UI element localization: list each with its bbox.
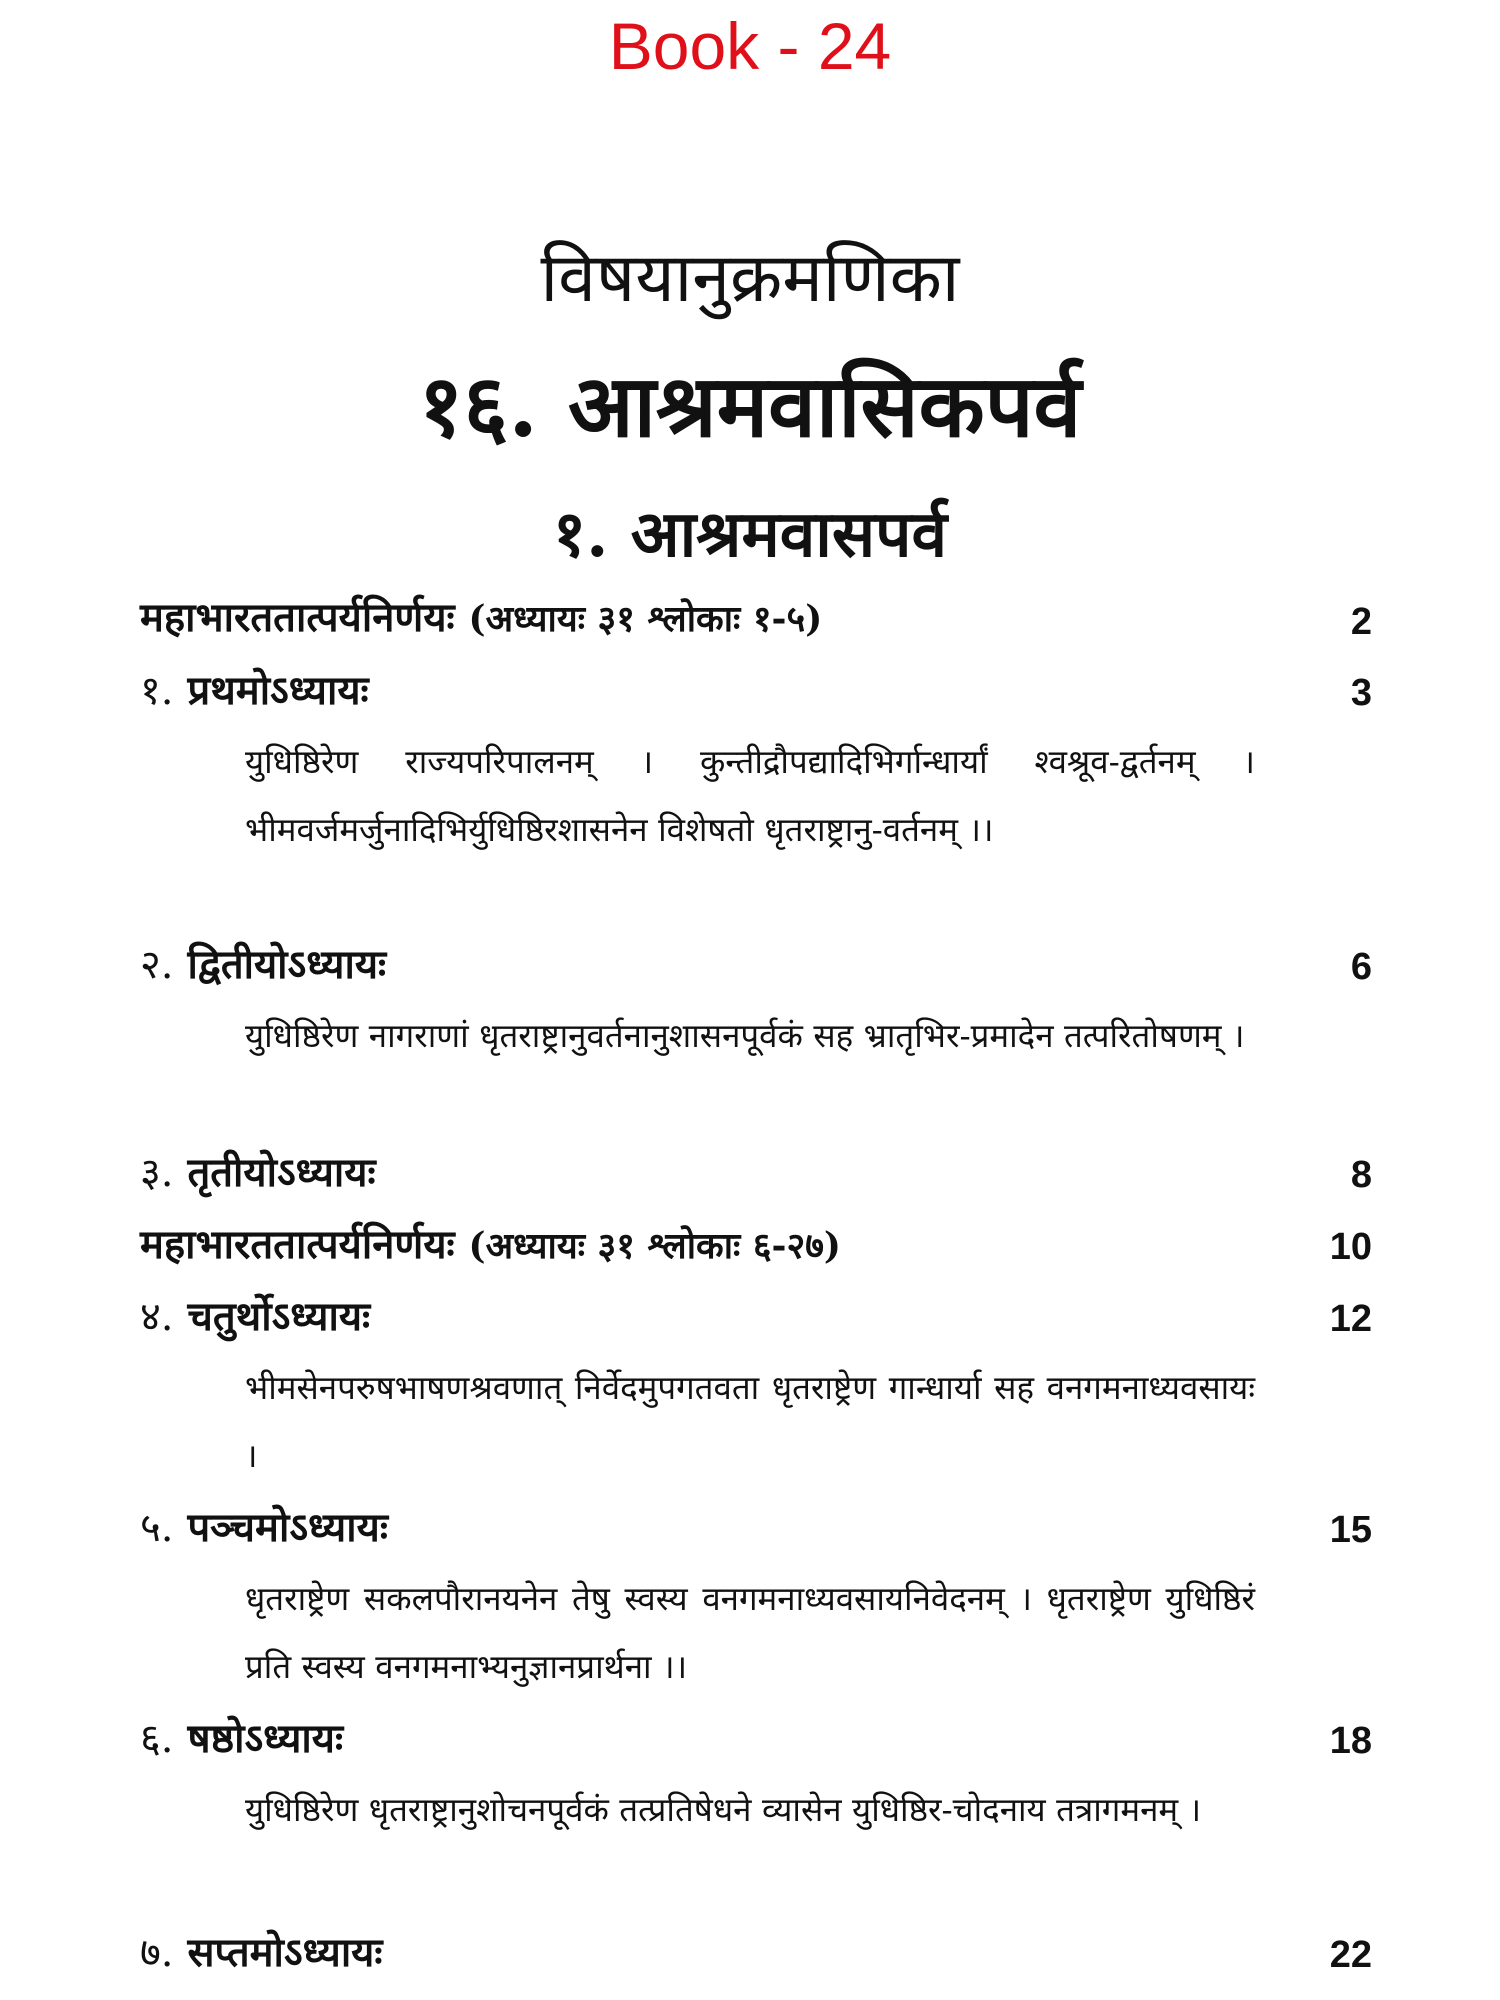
entry-number: ७. [140,1930,174,1976]
toc-entry [140,1503,1372,1553]
page-number: 8 [1350,1154,1372,1196]
entry-title: प्रथमोऽध्यायः [187,667,369,714]
entry-verse-range: (अध्यायः ३१ श्लोकाः ६-२७) [468,1225,841,1267]
page-number: 12 [1329,1298,1372,1340]
entry-title: षष्ठोऽध्यायः [187,1715,344,1762]
page-number: 18 [1329,1720,1372,1762]
page-number: 3 [1350,672,1372,714]
entry-description: युधिष्ठिरेण राज्यपरिपालनम् । कुन्तीद्रौपद्यादिभिर्गान्धार्यां श्वश्रूव-द्वर्तनम् । भीमवर्जमर्जुनादिभिर्युधिष्ठिरशासनेन विशेषतो धृतराष्ट्रानु-वर्तनम् ।। [245,742,1255,849]
page-number: 2 [1350,601,1372,643]
page-number: 10 [1329,1226,1372,1268]
entry-title: महाभारततात्पर्यनिर्णयः [140,1221,455,1268]
entry-verse-range: (अध्यायः ३१ श्लोकाः १-५) [468,598,823,640]
toc-entry [140,1928,1372,1978]
entry-title: सप्तमोऽध्यायः [187,1929,383,1976]
toc-entry [140,1220,1372,1271]
entry-description: भीमसेनपरुषभाषणश्रवणात् निर्वेदमुपगतवता धृतराष्ट्रेण गान्धार्या सह वनगमनाध्यवसायः । [245,1368,1255,1475]
entry-number: २. [140,942,174,988]
page-number: 22 [1329,1934,1372,1976]
entry-title: द्वितीयोऽध्यायः [187,941,387,988]
entry-number: ४. [140,1294,174,1340]
entry-number: ६. [140,1716,174,1762]
entry-description: युधिष्ठिरेण नागराणां धृतराष्ट्रानुवर्तनानुशासनपूर्वकं सह भ्रातृभिर-प्रमादेन तत्परितोषणम् । [245,1016,1245,1055]
entry-description: युधिष्ठिरेण धृतराष्ट्रानुशोचनपूर्वकं तत्प्रतिषेधने व्यासेन युधिष्ठिर-चोदनाय तत्रागमनम् । [245,1790,1202,1829]
entry-title: चतुर्थोऽध्यायः [187,1293,371,1340]
book-label: Book - 24 [608,9,892,83]
page-number: 15 [1329,1509,1372,1551]
toc-entry [140,1148,1372,1198]
toc-entry [140,940,1372,990]
toc-entry [140,1292,1372,1342]
subparva-heading: १. आश्रमवासपर्व [552,497,948,572]
parva-heading: १६. आश्रमवासिकपर्व [418,356,1082,457]
entry-number: १. [140,668,174,714]
entry-description: धृतराष्ट्रेण सकलपौरानयनेन तेषु स्वस्य वनगमनाध्यवसायनिवेदनम् । धृतराष्ट्रेण युधिष्ठिरं प्रति स्वस्य वनगमनाभ्यनुज्ञानप्रार्थना ।। [245,1579,1255,1686]
index-heading: विषयानुक्रमणिका [540,239,960,318]
toc-entry [140,593,1372,644]
entry-title: पञ्चमोऽध्यायः [187,1504,388,1551]
entry-title: तृतीयोऽध्यायः [187,1149,376,1196]
entry-number: ५. [140,1505,174,1551]
toc-entry [140,666,1372,716]
page-number: 6 [1350,946,1372,988]
entry-title: महाभारततात्पर्यनिर्णयः [140,594,455,641]
entry-number: ३. [140,1150,174,1196]
toc-entry [140,1714,1372,1764]
